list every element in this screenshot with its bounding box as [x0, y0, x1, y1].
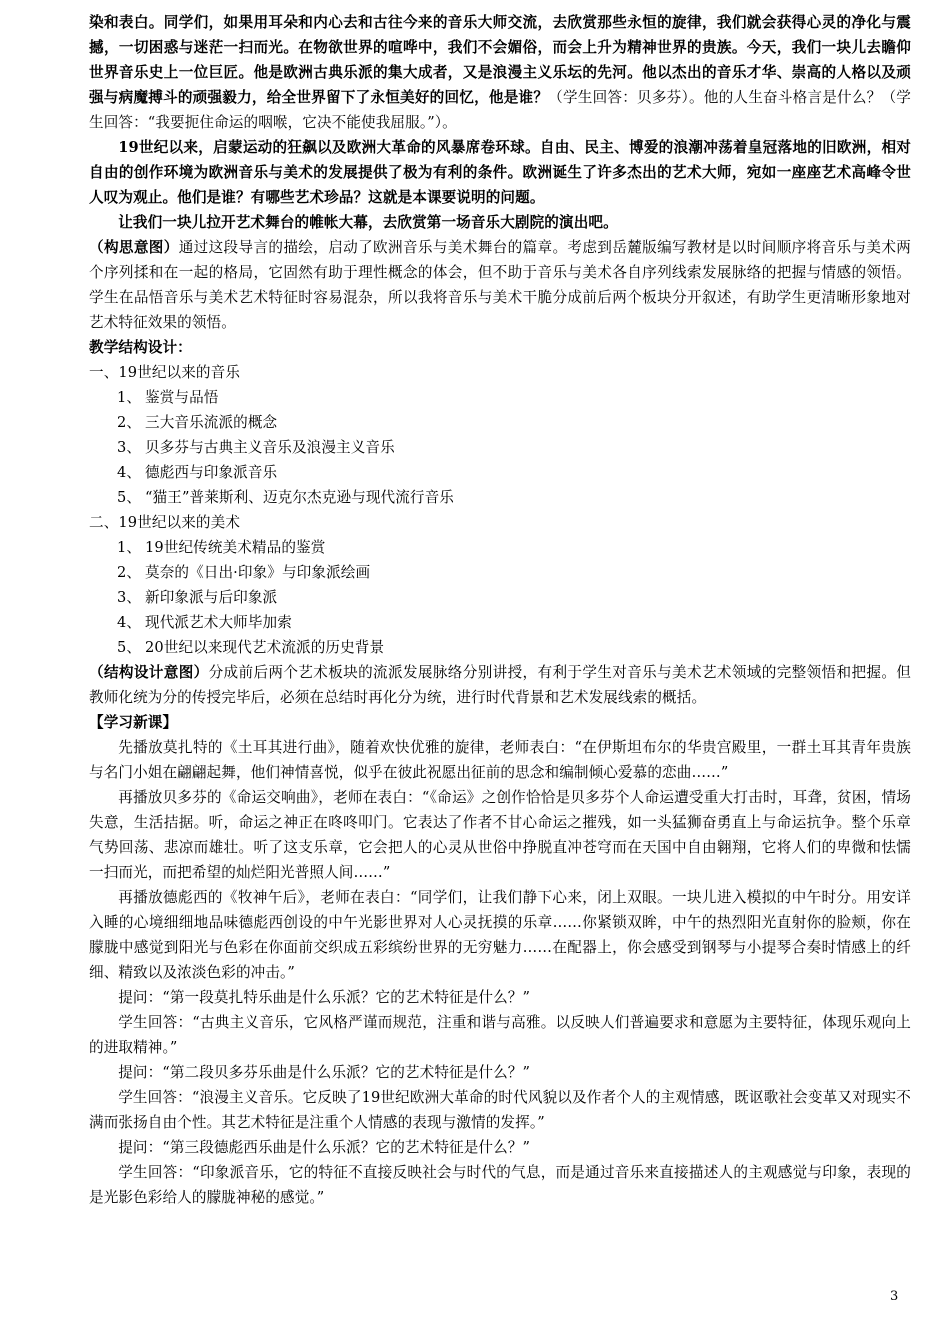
- design-intent-text: 通过这段导言的描绘，启动了欧洲音乐与美术舞台的篇章。考虑到岳麓版编写教材是以时间顺序将音乐与美术两个序列揉和在一起的格局，它固然有助于理性概念的体会，但不助于音乐与美术各自序列线索发展脉络的把握与情感的领悟。学生在品悟音乐与美术艺术特征时容易混杂，所以我将音乐与美术干脆分成前后两个板块分开叙述，有助学生更清晰形象地对艺术特征效果的领悟。: [89, 239, 911, 331]
- list-item: 5、 20世纪以来现代艺术流派的历史背景: [117, 639, 385, 656]
- structure-intent-text: 分成前后两个艺术板块的流派发展脉络分别讲授，有利于学生对音乐与美术艺术领域的完整领悟和把握。但教师化统为分的传授完毕后，必须在总结时再化分为统，进行时代背景和艺术发展线索的概括。: [89, 664, 911, 706]
- lesson-answer: 学生回答：“印象派音乐，它的特征不直接反映社会与时代的气息，而是通过音乐来直接描述人的主观感觉与印象，表现的是光影色彩给人的朦胧神秘的感觉。”: [89, 1164, 911, 1206]
- structure-heading: 教学结构设计：: [89, 339, 192, 356]
- list-item: 3、 贝多芬与古典主义音乐及浪漫主义音乐: [117, 439, 395, 456]
- page-number: 3: [890, 1289, 899, 1304]
- lesson-paragraph: 再播放贝多芬的《命运交响曲》，老师在表白：“《命运》之创作恰恰是贝多芬个人命运遭受重大打击时，耳聋，贫困，情场失意，生活拮据。听，命运之神正在咚咚叩门。它表达了作者不甘心命运之摧残，如一头猛狮奋勇直上与命运抗争。整个乐章气势回荡、悲凉而雄壮。听了这支乐章，它会把人的心灵从世俗中挣脱直冲苍穹而在天国中自由翱翔，它将人们的卑微和怯懦一扫而光，而把希望的灿烂阳光普照人间……”: [89, 789, 911, 881]
- intro-paragraph-3: 让我们一块儿拉开艺术舞台的帷帐大幕，去欣赏第一场音乐大剧院的演出吧。: [118, 214, 618, 231]
- intro-paragraph-1: [89, 10, 911, 135]
- list-item: 4、 现代派艺术大师毕加索: [117, 614, 292, 631]
- list-item: 2、 莫奈的《日出·印象》与印象派绘画: [117, 564, 371, 581]
- list-item: 4、 德彪西与印象派音乐: [117, 464, 278, 481]
- lesson-heading: 【学习新课】: [89, 714, 178, 731]
- list-item: 3、 新印象派与后印象派: [117, 589, 278, 606]
- lesson-answer: 学生回答：“浪漫主义音乐。它反映了19世纪欧洲大革命的时代风貌以及作者个人的主观情感，既讴歌社会变革又对现实不满而张扬自由个性。其艺术特征是注重个人情感的表现与激情的发挥。”: [89, 1089, 911, 1131]
- lesson-question: 提问：“第一段莫扎特乐曲是什么乐派？它的艺术特征是什么？”: [118, 989, 531, 1006]
- list-item: 1、 鉴赏与品悟: [117, 389, 219, 406]
- section-title-art: 二、19世纪以来的美术: [89, 514, 241, 531]
- design-intent-paragraph: [89, 235, 911, 335]
- intro-bold-text: 染和表白。同学们，如果用耳朵和内心去和古往今来的音乐大师交流，去欣赏那些永恒的旋律，我们就会获得心灵的净化与震撼，一切困惑与迷茫一扫而光。在物欲世界的喧哗中，我们不会媚俗，而会上升为精神世界的贵族。今天，我们一块儿去瞻仰世界音乐史上一位巨匠。他是欧洲古典乐派的集大成者，又是浪漫主义乐坛的先河。他以杰出的音乐才华、崇高的人格以及顽强与病魔搏斗的顽强毅力，给全世界留下了永恒美好的回忆，他是谁？: [89, 14, 911, 106]
- page-content: [89, 10, 911, 1210]
- list-item: 5、 “猫王”普莱斯利、迈克尔杰克逊与现代流行音乐: [117, 489, 454, 506]
- design-intent-label: （构思意图）: [89, 239, 179, 256]
- intro-paragraph-2: 19世纪以来，启蒙运动的狂飙以及欧洲大革命的风暴席卷环球。自由、民主、博爱的浪潮冲荡着皇冠落地的旧欧洲，相对自由的创作环境为欧洲音乐与美术的发展提供了极为有利的条件。欧洲诞生了许多杰出的艺术大师，宛如一座座艺术高峰令世人叹为观止。他们是谁？有哪些艺术珍品？这就是本课要说明的问题。: [89, 139, 911, 206]
- structure-intent-paragraph: [89, 660, 911, 710]
- lesson-question: 提问：“第三段德彪西乐曲是什么乐派？它的艺术特征是什么？”: [118, 1139, 531, 1156]
- list-item: 2、 三大音乐流派的概念: [117, 414, 278, 431]
- section-title-music: 一、19世纪以来的音乐: [89, 364, 241, 381]
- lesson-paragraph: 再播放德彪西的《牧神午后》，老师在表白：“同学们，让我们静下心来，闭上双眼。一块儿进入模拟的中午时分。用安详入睡的心境细细地品味德彪西创设的中午光影世界对人心灵抚摸的乐章……你紧锁双眸，中午的热烈阳光直射你的脸颊，你在朦胧中感觉到阳光与色彩在你面前交织成五彩缤纷世界的无穷魅力……在配器上，你会感受到钢琴与小提琴合奏时情感上的纤细、精致以及浓淡色彩的冲击。”: [89, 889, 911, 981]
- intro-normal-text: （学生回答：贝多芬）。他的人生奋斗格言是什么？（学生回答：“我要扼住命运的咽喉，它决不能使我屈服。”）。: [89, 89, 911, 131]
- list-item: 1、 19世纪传统美术精品的鉴赏: [117, 539, 326, 556]
- structure-intent-label: （结构设计意图）: [89, 664, 209, 681]
- lesson-answer: 学生回答：“古典主义音乐，它风格严谨而规范，注重和谐与高雅。以反映人们普遍要求和意愿为主要特征，体现乐观向上的进取精神。”: [89, 1014, 911, 1056]
- lesson-question: 提问：“第二段贝多芬乐曲是什么乐派？它的艺术特征是什么？”: [118, 1064, 531, 1081]
- lesson-paragraph: 先播放莫扎特的《土耳其进行曲》，随着欢快优雅的旋律，老师表白：“在伊斯坦布尔的华贵宫殿里，一群土耳其青年贵族与名门小姐在翩翩起舞，他们神情喜悦，似乎在彼此祝愿出征前的思念和编制倾心爱慕的恋曲……”: [89, 739, 911, 781]
